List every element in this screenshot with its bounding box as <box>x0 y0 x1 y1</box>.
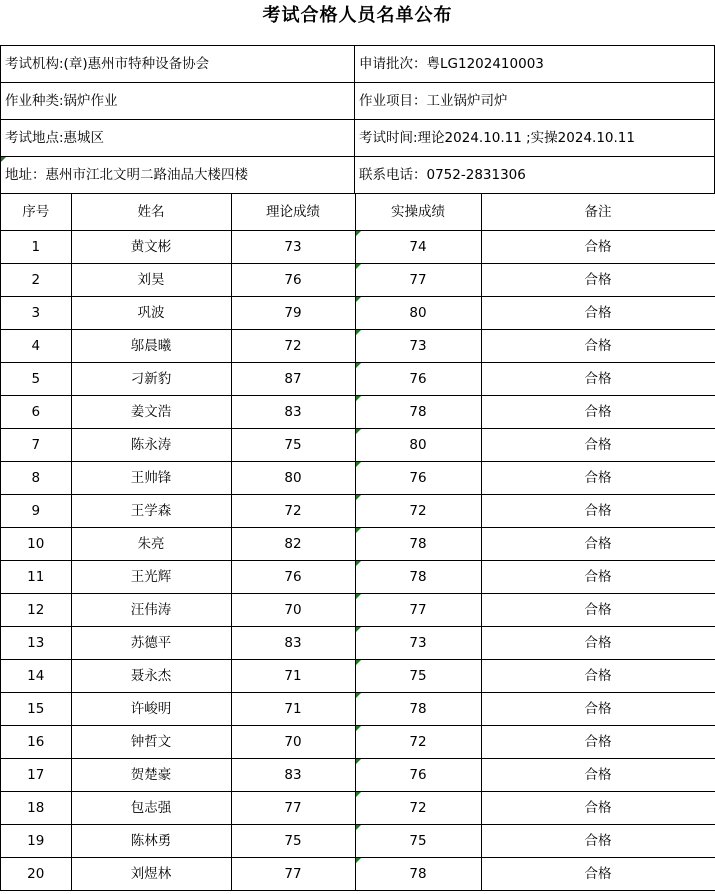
cell-index[interactable]: 2 <box>1 264 71 297</box>
result-sheet <box>0 45 715 891</box>
cell-theory-score[interactable]: 70 <box>231 726 355 759</box>
header-practice-score[interactable]: 实操成绩 <box>355 194 481 231</box>
cell-theory-score[interactable]: 73 <box>231 231 355 264</box>
cell-theory-score[interactable]: 72 <box>231 495 355 528</box>
table-row <box>1 462 715 495</box>
cell-practice-score[interactable]: 77 <box>355 264 481 297</box>
cell-remark[interactable]: 合格 <box>481 231 715 264</box>
cell-theory-score[interactable]: 82 <box>231 528 355 561</box>
cell-theory-score[interactable]: 75 <box>231 825 355 858</box>
cell-index[interactable]: 15 <box>1 693 71 726</box>
cell-remark[interactable]: 合格 <box>481 825 715 858</box>
cell-name[interactable]: 汪伟涛 <box>71 594 231 627</box>
table-row <box>1 396 715 429</box>
header-theory-score[interactable]: 理论成绩 <box>231 194 355 231</box>
table-row <box>1 561 715 594</box>
cell-remark[interactable]: 合格 <box>481 363 715 396</box>
cell-name[interactable]: 刘煜林 <box>71 858 231 891</box>
cell-practice-score[interactable]: 72 <box>355 495 481 528</box>
cell-name[interactable]: 钟哲文 <box>71 726 231 759</box>
cell-practice-score[interactable]: 72 <box>355 792 481 825</box>
table-row <box>1 693 715 726</box>
cell-theory-score[interactable]: 71 <box>231 660 355 693</box>
cell-name[interactable]: 贺楚豪 <box>71 759 231 792</box>
cell-theory-score[interactable]: 75 <box>231 429 355 462</box>
cell-remark[interactable]: 合格 <box>481 297 715 330</box>
cell-remark[interactable]: 合格 <box>481 792 715 825</box>
cell-theory-score[interactable]: 79 <box>231 297 355 330</box>
cell-name[interactable]: 黄文彬 <box>71 231 231 264</box>
cell-remark[interactable]: 合格 <box>481 693 715 726</box>
cell-theory-score[interactable]: 71 <box>231 693 355 726</box>
cell-index[interactable]: 10 <box>1 528 71 561</box>
address-cell[interactable]: 地址：惠州市江北文明二路油品大楼四楼 <box>1 157 355 194</box>
cell-theory-score[interactable]: 76 <box>231 561 355 594</box>
work-item-cell[interactable]: 作业项目：工业锅炉司炉 <box>355 83 715 120</box>
cell-theory-score[interactable]: 87 <box>231 363 355 396</box>
table-row <box>1 330 715 363</box>
cell-index[interactable]: 8 <box>1 462 71 495</box>
header-index[interactable]: 序号 <box>1 194 71 231</box>
table-row <box>1 594 715 627</box>
cell-name[interactable]: 姜文浩 <box>71 396 231 429</box>
cell-practice-score[interactable]: 78 <box>355 693 481 726</box>
cell-remark[interactable]: 合格 <box>481 561 715 594</box>
info-row-3 <box>1 120 715 157</box>
cell-practice-score[interactable]: 78 <box>355 528 481 561</box>
cell-index[interactable]: 12 <box>1 594 71 627</box>
table-row <box>1 858 715 891</box>
cell-index[interactable]: 20 <box>1 858 71 891</box>
cell-name[interactable]: 王光辉 <box>71 561 231 594</box>
cell-remark[interactable]: 合格 <box>481 726 715 759</box>
cell-name[interactable]: 刁新豹 <box>71 363 231 396</box>
info-row-2 <box>1 83 715 120</box>
cell-name[interactable]: 巩波 <box>71 297 231 330</box>
header-remark[interactable]: 备注 <box>481 194 715 231</box>
cell-remark[interactable]: 合格 <box>481 528 715 561</box>
cell-index[interactable]: 16 <box>1 726 71 759</box>
cell-index[interactable]: 18 <box>1 792 71 825</box>
cell-remark[interactable]: 合格 <box>481 396 715 429</box>
cell-remark[interactable]: 合格 <box>481 429 715 462</box>
cell-index[interactable]: 13 <box>1 627 71 660</box>
cell-practice-score[interactable]: 75 <box>355 825 481 858</box>
cell-name[interactable]: 许峻明 <box>71 693 231 726</box>
cell-index[interactable]: 5 <box>1 363 71 396</box>
table-row <box>1 495 715 528</box>
cell-remark[interactable]: 合格 <box>481 627 715 660</box>
cell-theory-score[interactable]: 83 <box>231 627 355 660</box>
cell-practice-score[interactable]: 78 <box>355 858 481 891</box>
cell-remark[interactable]: 合格 <box>481 660 715 693</box>
cell-index[interactable]: 14 <box>1 660 71 693</box>
table-header-row <box>1 194 715 231</box>
cell-practice-score[interactable]: 73 <box>355 627 481 660</box>
cell-name[interactable]: 邬晨曦 <box>71 330 231 363</box>
cell-practice-score[interactable]: 75 <box>355 660 481 693</box>
header-name[interactable]: 姓名 <box>71 194 231 231</box>
info-row-4 <box>1 157 715 194</box>
cell-remark[interactable]: 合格 <box>481 858 715 891</box>
cell-practice-score[interactable]: 76 <box>355 363 481 396</box>
cell-remark[interactable]: 合格 <box>481 462 715 495</box>
cell-practice-score[interactable]: 76 <box>355 759 481 792</box>
cell-remark[interactable]: 合格 <box>481 759 715 792</box>
cell-name[interactable]: 包志强 <box>71 792 231 825</box>
info-row-1 <box>1 46 715 83</box>
cell-index[interactable]: 1 <box>1 231 71 264</box>
cell-practice-score[interactable]: 74 <box>355 231 481 264</box>
cell-practice-score[interactable]: 80 <box>355 297 481 330</box>
location-cell[interactable]: 考试地点:惠城区 <box>1 120 355 157</box>
table-row <box>1 264 715 297</box>
cell-practice-score[interactable]: 77 <box>355 594 481 627</box>
cell-index[interactable]: 9 <box>1 495 71 528</box>
table-row <box>1 231 715 264</box>
cell-practice-score[interactable]: 76 <box>355 462 481 495</box>
cell-practice-score[interactable]: 73 <box>355 330 481 363</box>
cell-practice-score[interactable]: 80 <box>355 429 481 462</box>
table-row <box>1 528 715 561</box>
results-table <box>1 194 715 891</box>
cell-theory-score[interactable]: 72 <box>231 330 355 363</box>
cell-remark[interactable]: 合格 <box>481 594 715 627</box>
table-body <box>1 231 715 891</box>
cell-theory-score[interactable]: 83 <box>231 396 355 429</box>
table-row <box>1 726 715 759</box>
cell-name[interactable]: 朱亮 <box>71 528 231 561</box>
table-row <box>1 759 715 792</box>
phone-cell[interactable]: 联系电话：0752-2831306 <box>355 157 715 194</box>
cell-index[interactable]: 6 <box>1 396 71 429</box>
cell-theory-score[interactable]: 83 <box>231 759 355 792</box>
cell-remark[interactable]: 合格 <box>481 330 715 363</box>
cell-index[interactable]: 3 <box>1 297 71 330</box>
cell-remark[interactable]: 合格 <box>481 264 715 297</box>
cell-name[interactable]: 陈永涛 <box>71 429 231 462</box>
cell-index[interactable]: 4 <box>1 330 71 363</box>
cell-theory-score[interactable]: 76 <box>231 264 355 297</box>
cell-name[interactable]: 陈林勇 <box>71 825 231 858</box>
table-row <box>1 660 715 693</box>
cell-theory-score[interactable]: 80 <box>231 462 355 495</box>
cell-index[interactable]: 17 <box>1 759 71 792</box>
institution-cell[interactable]: 考试机构:(章)惠州市特种设备协会 <box>1 46 355 83</box>
cell-name[interactable]: 王学森 <box>71 495 231 528</box>
table-row <box>1 363 715 396</box>
work-type-cell[interactable]: 作业种类:锅炉作业 <box>1 83 355 120</box>
cell-theory-score[interactable]: 70 <box>231 594 355 627</box>
cell-name[interactable]: 刘昊 <box>71 264 231 297</box>
cell-index[interactable]: 19 <box>1 825 71 858</box>
cell-practice-score[interactable]: 78 <box>355 561 481 594</box>
page-title: 考试合格人员名单公布 <box>262 5 453 26</box>
cell-name[interactable]: 王帅锋 <box>71 462 231 495</box>
cell-practice-score[interactable]: 72 <box>355 726 481 759</box>
cell-name[interactable]: 苏德平 <box>71 627 231 660</box>
cell-practice-score[interactable]: 78 <box>355 396 481 429</box>
table-row <box>1 627 715 660</box>
table-row <box>1 429 715 462</box>
table-row <box>1 825 715 858</box>
table-row <box>1 297 715 330</box>
exam-time-cell[interactable]: 考试时间:理论2024.10.11 ;实操2024.10.11 <box>355 120 715 157</box>
cell-remark[interactable]: 合格 <box>481 495 715 528</box>
table-row <box>1 792 715 825</box>
cell-name[interactable]: 聂永杰 <box>71 660 231 693</box>
batch-cell[interactable]: 申请批次：粤LG1202410003 <box>355 46 715 83</box>
cell-index[interactable]: 11 <box>1 561 71 594</box>
cell-index[interactable]: 7 <box>1 429 71 462</box>
cell-theory-score[interactable]: 77 <box>231 858 355 891</box>
cell-theory-score[interactable]: 77 <box>231 792 355 825</box>
